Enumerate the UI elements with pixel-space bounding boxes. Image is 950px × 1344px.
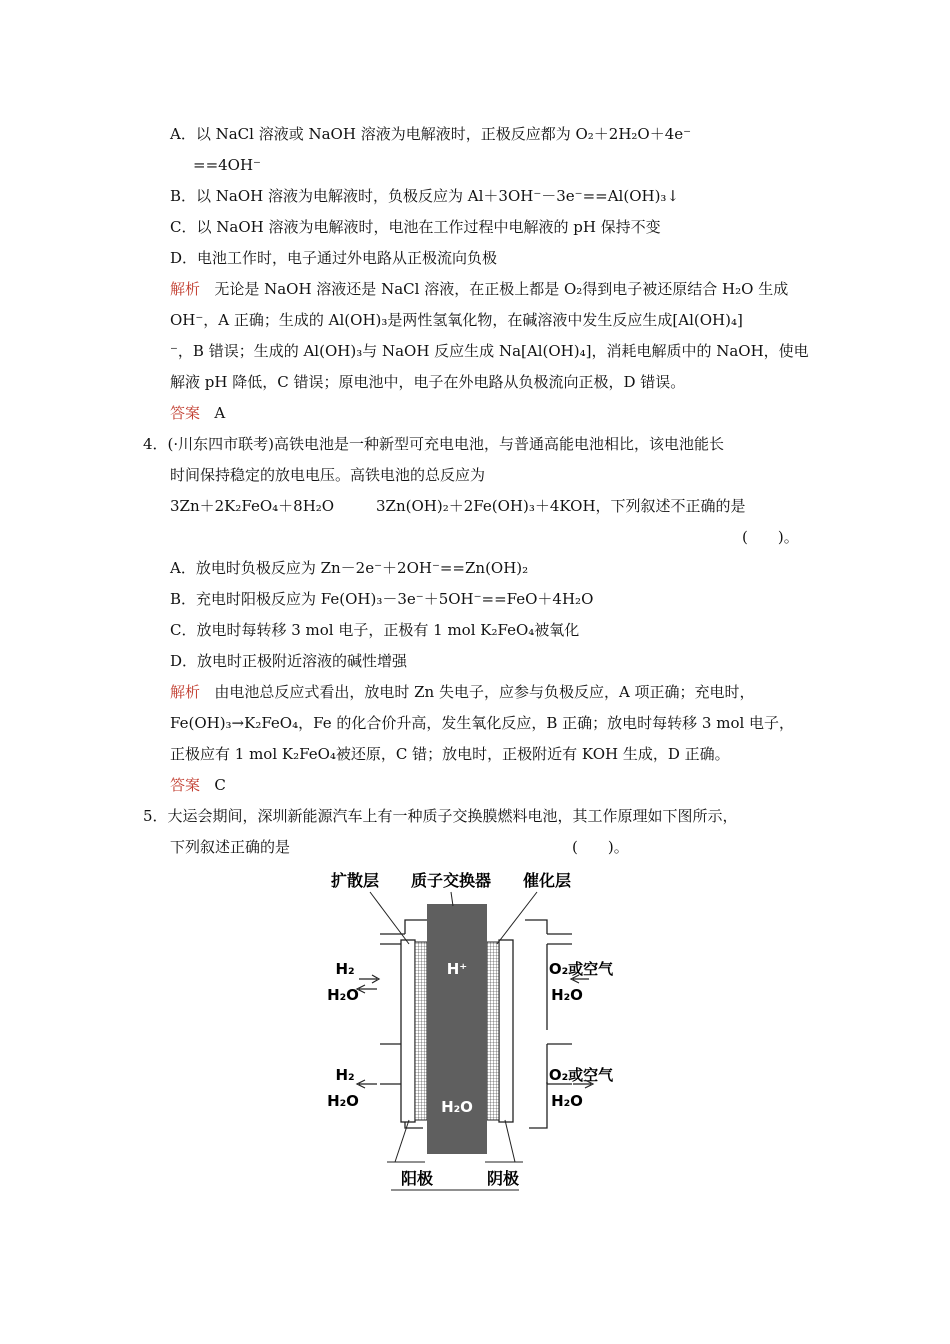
diffusion-leader-line [370,892,409,944]
q5-answer-bracket: ( )。 [572,838,629,856]
anode-leader-line [395,1120,409,1162]
q4-analysis-line1 [170,682,755,702]
right-top-water-label: H₂O [551,986,583,1004]
q4-analysis-line2: Fe(OH)₃→K₂FeO₄，Fe 的化合价升高，发生氧化反应，B 正确；放电时每转移 3 mol 电子， [170,714,795,732]
q3-option-a-line1: A．以 NaCl 溶液或 NaOH 溶液为电解液时，正极反应都为 O₂＋2H₂O＋4e⁻ [170,125,692,143]
q4-option-d: D．放电时正极附近溶液的碱性增强 [170,652,408,670]
q3-option-b: B．以 NaOH 溶液为电解液时，负极反应为 Al＋3OH⁻－3e⁻==Al(OH)₃↓ [170,187,680,205]
q3-analysis-line2: OH⁻，A 正确；生成的 Al(OH)₃是两性氢氧化物，在碱溶液中发生反应生成[Al(OH)₄] [170,311,743,329]
q3-answer-value: A [214,404,226,422]
cathode-leader-line [505,1120,515,1162]
q4-option-c: C．放电时每转移 3 mol 电子，正极有 1 mol K₂FeO₄被氧化 [170,621,580,639]
q5-stem-line1: 5．大运会期间，深圳新能源汽车上有一种质子交换膜燃料电池，其工作原理如下图所示， [143,807,738,825]
q3-option-d: D．电池工作时，电子通过外电路从正极流向负极 [170,249,498,267]
left-diffusion-layer [401,940,415,1122]
q4-analysis-text1: 由电池总反应式看出，放电时 Zn 失电子，应参与负极反应，A 项正确；充电时， [214,683,755,701]
q4-stem-line1: 4．(·川东四市联考)高铁电池是一种新型可充电电池，与普通高能电池相比，该电池能长 [143,435,725,453]
proton-exchanger-label: 质子交换器 [410,871,492,890]
q4-option-b: B．充电时阳极反应为 Fe(OH)₃－3e⁻＋5OH⁻==FeO＋4H₂O [170,590,594,608]
q3-answer-label: 答案 [170,404,201,422]
catalyst-leader-line [497,892,537,944]
q4-answer-value: C [214,776,226,794]
q4-stem-line2: 时间保持稳定的放电电压。高铁电池的总反应为 [170,466,486,484]
q3-analysis-line1 [170,279,788,299]
q4-answer-bracket: ( )。 [742,528,799,546]
q4-analysis-label: 解析 [170,683,201,701]
right-bottom-water-label: H₂O [551,1092,583,1110]
q3-option-c: C．以 NaOH 溶液为电解液时，电池在工作过程中电解液的 pH 保持不变 [170,218,661,236]
left-bottom-water-label: H₂O [327,1092,359,1110]
left-bottom-h2-label: H₂ [335,1066,355,1084]
h-plus-label: H⁺ [446,960,468,978]
exchanger-leader-line [451,892,453,906]
q4-answer [170,775,226,795]
q4-answer-label: 答案 [170,776,201,794]
right-diffusion-layer [499,940,513,1122]
catalyst-layer-label: 催化层 [522,871,572,890]
diffusion-layer-label: 扩散层 [330,871,380,890]
cathode-label: 阴极 [486,1169,520,1188]
proton-exchange-membrane [427,904,487,1154]
q3-option-a-line2: ==4OH⁻ [193,156,261,174]
left-top-in-arrow [359,975,379,983]
q4-option-a: A．放电时负极反应为 Zn－2e⁻＋2OH⁻==Zn(OH)₂ [170,559,529,577]
anode-label: 阳极 [400,1169,434,1188]
left-top-out-arrow [357,985,377,993]
q4-equation-right: 3Zn(OH)₂＋2Fe(OH)₃＋4KOH，下列叙述不正确的是 [376,497,746,515]
left-catalyst-layer [415,942,427,1120]
q3-answer [170,403,225,423]
right-bottom-o2-label: O₂或空气 [548,1066,614,1084]
left-top-water-label: H₂O [327,986,359,1004]
q3-analysis-line3: ⁻，B 错误；生成的 Al(OH)₃与 NaOH 反应生成 Na[Al(OH)₄]，消耗电解质中的 NaOH，使电 [170,342,809,360]
fuel-cell-diagram [325,862,630,1192]
q3-analysis-line4: 解液 pH 降低，C 错误；原电池中，电子在外电路从负极流向正极，D 错误。 [170,373,686,391]
q4-analysis-line3: 正极应有 1 mol K₂FeO₄被还原，C 错；放电时，正极附近有 KOH 生成，D 正确。 [170,745,730,763]
q4-equation-left: 3Zn＋2K₂FeO₄＋8H₂O [170,497,335,515]
center-water-label: H₂O [441,1098,473,1116]
right-catalyst-layer [487,942,499,1120]
q3-analysis-text1: 无论是 NaOH 溶液还是 NaCl 溶液，在正极上都是 O₂得到电子被还原结合 H₂O 生成 [214,280,789,298]
left-top-h2-label: H₂ [335,960,355,978]
left-bottom-out-arrow [357,1080,377,1088]
right-top-o2-label: O₂或空气 [548,960,614,978]
q5-stem-line2: 下列叙述正确的是 [170,838,291,856]
q3-analysis-label: 解析 [170,280,201,298]
